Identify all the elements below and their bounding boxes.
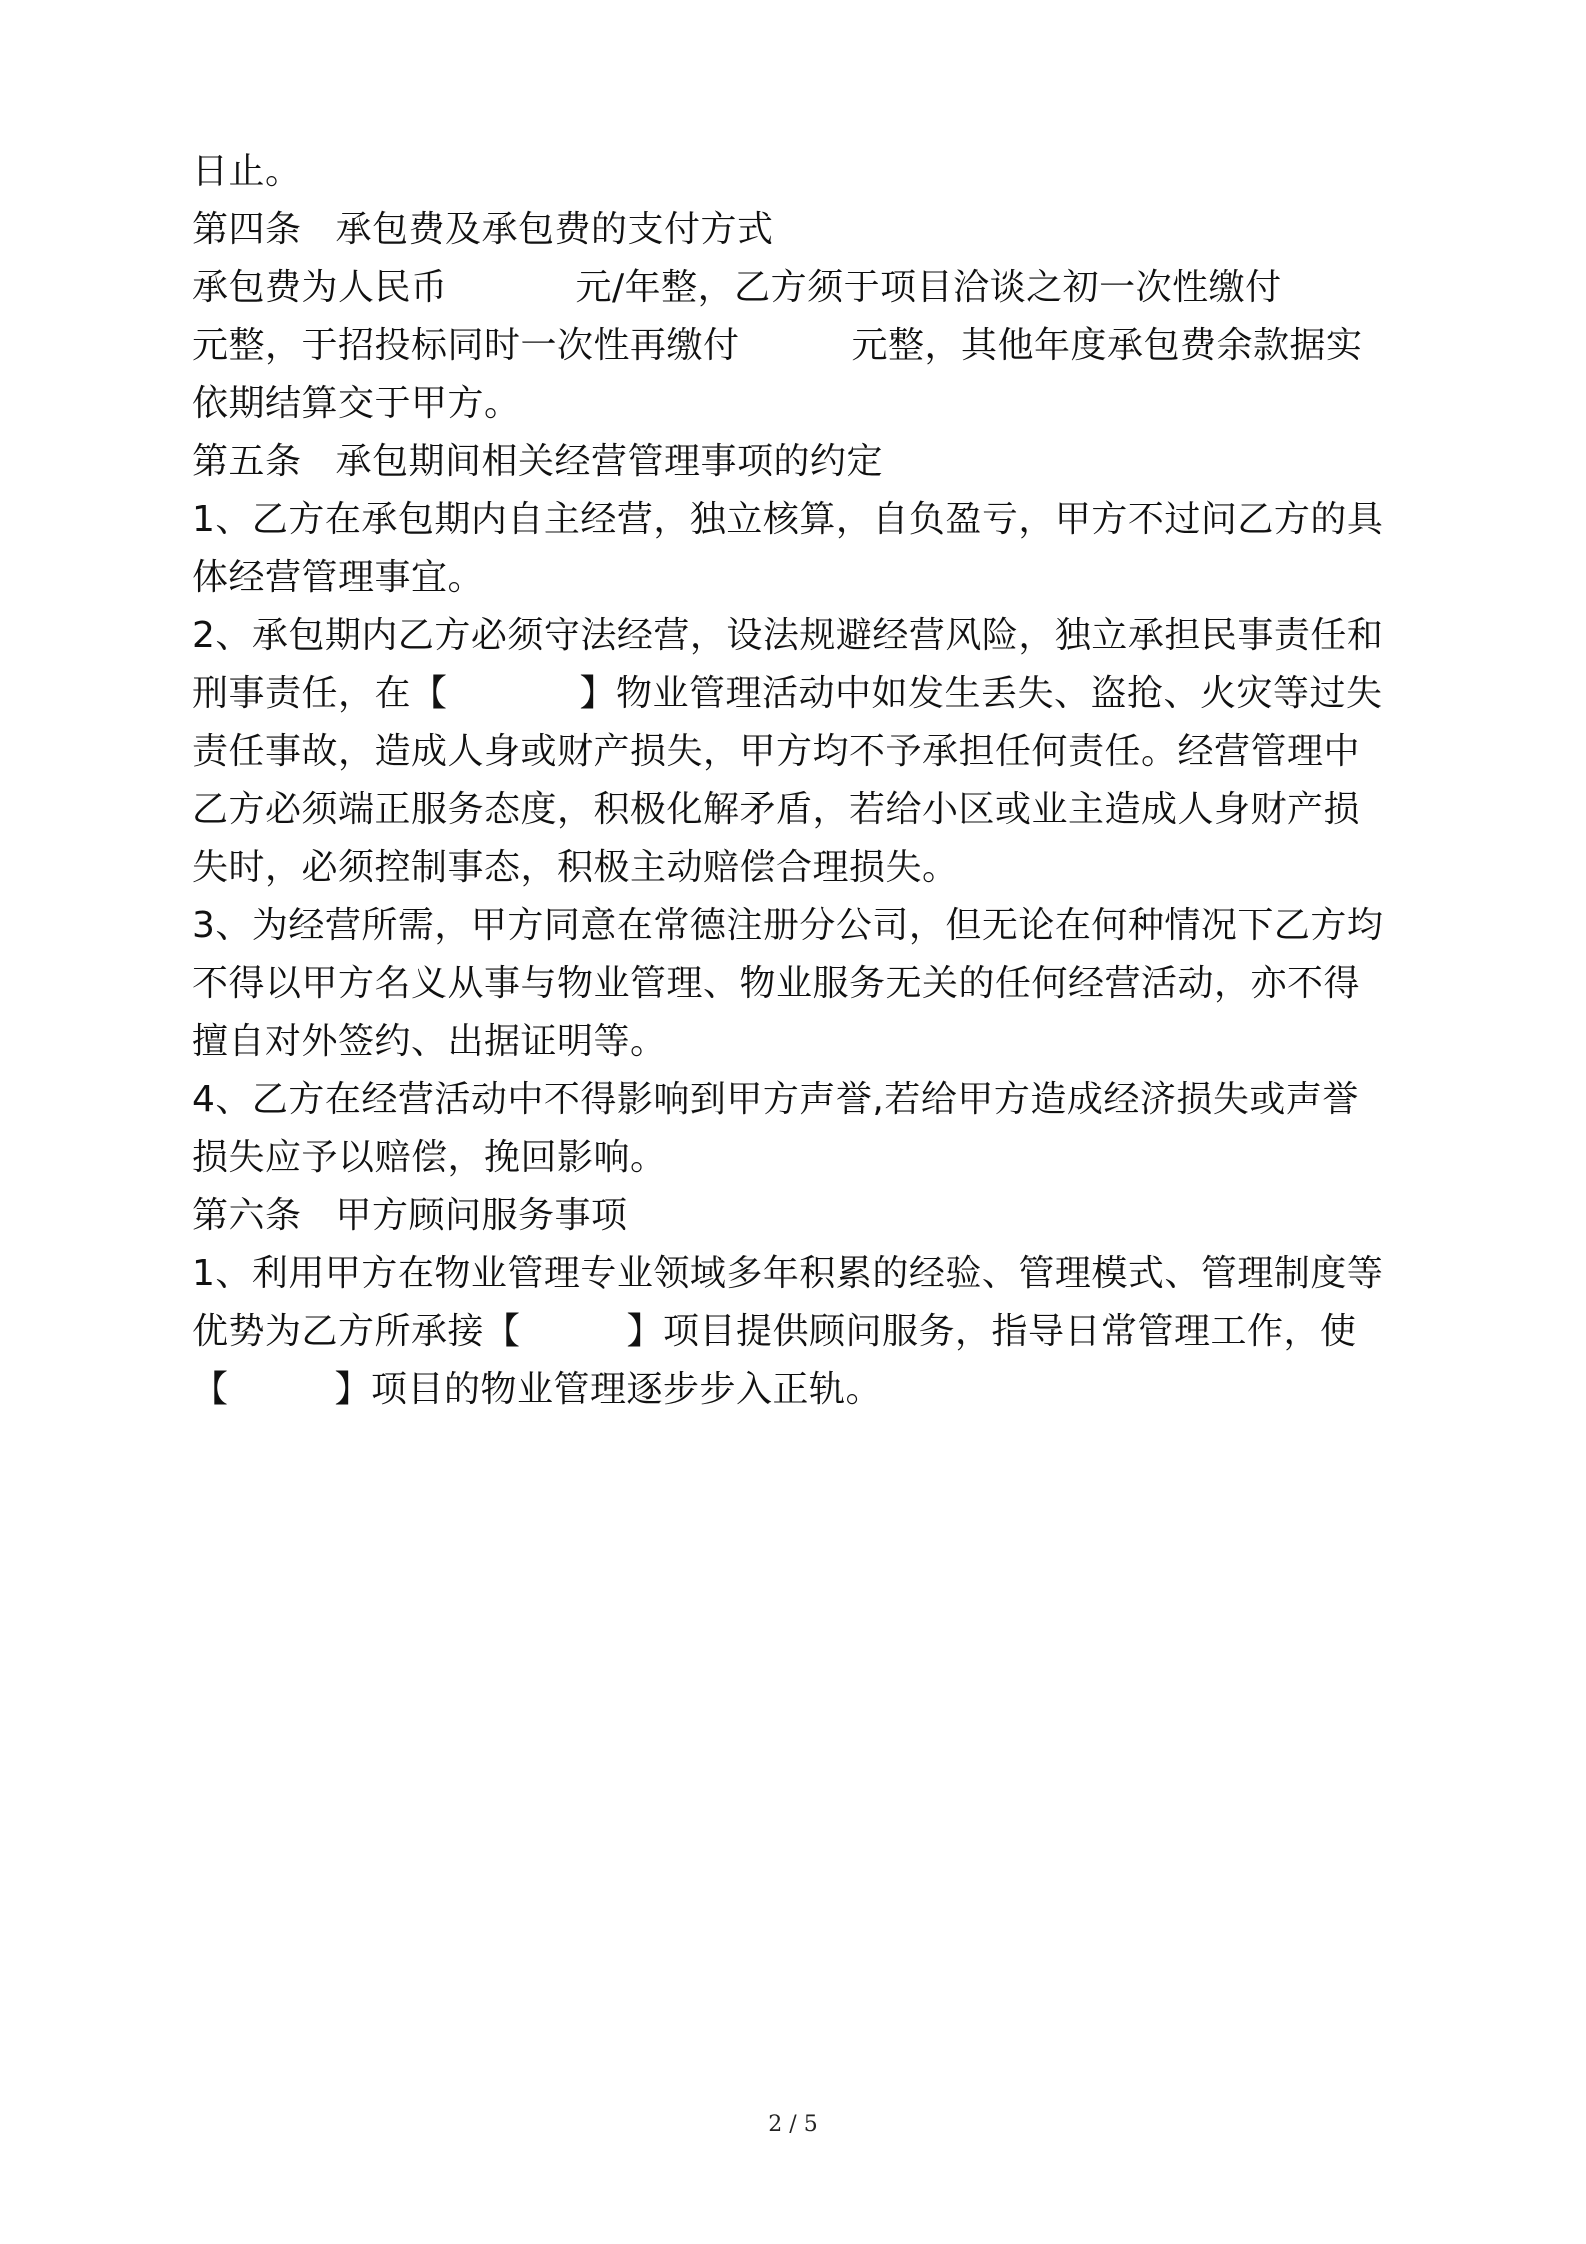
text-line bbox=[192, 614, 1383, 658]
article-heading-4 bbox=[192, 208, 774, 252]
article-number: 第六条 bbox=[192, 1195, 302, 1236]
text-line bbox=[192, 1020, 667, 1064]
text-line bbox=[192, 846, 959, 890]
text-line-content: 优势为乙方所承接【 bbox=[192, 1311, 521, 1352]
text-line bbox=[192, 1310, 1357, 1354]
text-line-content: 】物业管理活动中如发生丢失、盗抢、火灾等过失 bbox=[579, 673, 1383, 714]
text-line bbox=[192, 788, 1360, 832]
text-line-content: 】项目提供顾问服务，指导日常管理工作，使 bbox=[626, 1311, 1357, 1352]
article-number: 第五条 bbox=[192, 441, 302, 482]
text-line bbox=[192, 1368, 882, 1412]
text-line-content: 元/年整，乙方须于项目洽谈之初一次性缴付 bbox=[575, 267, 1282, 308]
text-line-content: 损失应予以赔偿，挽回影响。 bbox=[192, 1137, 667, 1178]
text-line-content: 元整，其他年度承包费余款据实 bbox=[851, 325, 1363, 366]
text-line-content: 2、承包期内乙方必须守法经营，设法规避经营风险，独立承担民事责任和 bbox=[192, 615, 1384, 656]
article-heading-5 bbox=[192, 440, 883, 484]
text-line bbox=[192, 962, 1360, 1006]
text-line-content: 承包费为人民币 bbox=[192, 267, 448, 308]
text-line bbox=[192, 382, 521, 426]
article-title: 承包费及承包费的支付方式 bbox=[335, 209, 774, 250]
text-line bbox=[192, 324, 1363, 368]
text-line-content: 【 bbox=[192, 1369, 229, 1410]
text-line-content: 3、为经营所需，甲方同意在常德注册分公司，但无论在何种情况下乙方均 bbox=[192, 905, 1384, 946]
article-title: 承包期间相关经营管理事项的约定 bbox=[335, 441, 884, 482]
text-line bbox=[192, 1078, 1359, 1122]
text-line bbox=[192, 1252, 1383, 1296]
article-number: 第四条 bbox=[192, 209, 302, 250]
text-line-content: 刑事责任，在【 bbox=[192, 673, 448, 714]
text-line-content: 元整，于招投标同时一次性再缴付 bbox=[192, 325, 740, 366]
text-line-content: 1、利用甲方在物业管理专业领域多年积累的经验、管理模式、管理制度等 bbox=[192, 1253, 1384, 1294]
text-line-content: 失时，必须控制事态，积极主动赔偿合理损失。 bbox=[192, 847, 959, 888]
text-line-content: 擅自对外签约、出据证明等。 bbox=[192, 1021, 667, 1062]
article-heading-6 bbox=[192, 1194, 628, 1238]
text-line-content: 1、乙方在承包期内自主经营，独立核算，自负盈亏，甲方不过问乙方的具 bbox=[192, 499, 1384, 540]
text-line-content: 】项目的物业管理逐步步入正轨。 bbox=[334, 1369, 883, 1410]
page-number: 2 / 5 bbox=[768, 2112, 818, 2137]
text-line bbox=[192, 1136, 667, 1180]
text-line-content: 体经营管理事宜。 bbox=[192, 557, 485, 598]
text-line bbox=[192, 672, 1383, 716]
text-line-content: 责任事故，造成人身或财产损失，甲方均不予承担任何责任。经营管理中 bbox=[192, 731, 1361, 772]
text-line-content: 依期结算交于甲方。 bbox=[192, 383, 521, 424]
article-title: 甲方顾问服务事项 bbox=[335, 1195, 628, 1236]
text-line-content: 乙方必须端正服务态度，积极化解矛盾，若给小区或业主造成人身财产损 bbox=[192, 789, 1361, 830]
text-line bbox=[192, 498, 1383, 542]
text-line bbox=[192, 904, 1383, 948]
text-line-content: 4、乙方在经营活动中不得影响到甲方声誉,若给甲方造成经济损失或声誉 bbox=[192, 1079, 1359, 1120]
text-line-content: 日止。 bbox=[192, 151, 302, 192]
text-line bbox=[192, 150, 302, 194]
text-line bbox=[192, 730, 1360, 774]
text-line bbox=[192, 556, 484, 600]
text-line bbox=[192, 266, 1282, 310]
text-line-content: 不得以甲方名义从事与物业管理、物业服务无关的任何经营活动，亦不得 bbox=[192, 963, 1361, 1004]
